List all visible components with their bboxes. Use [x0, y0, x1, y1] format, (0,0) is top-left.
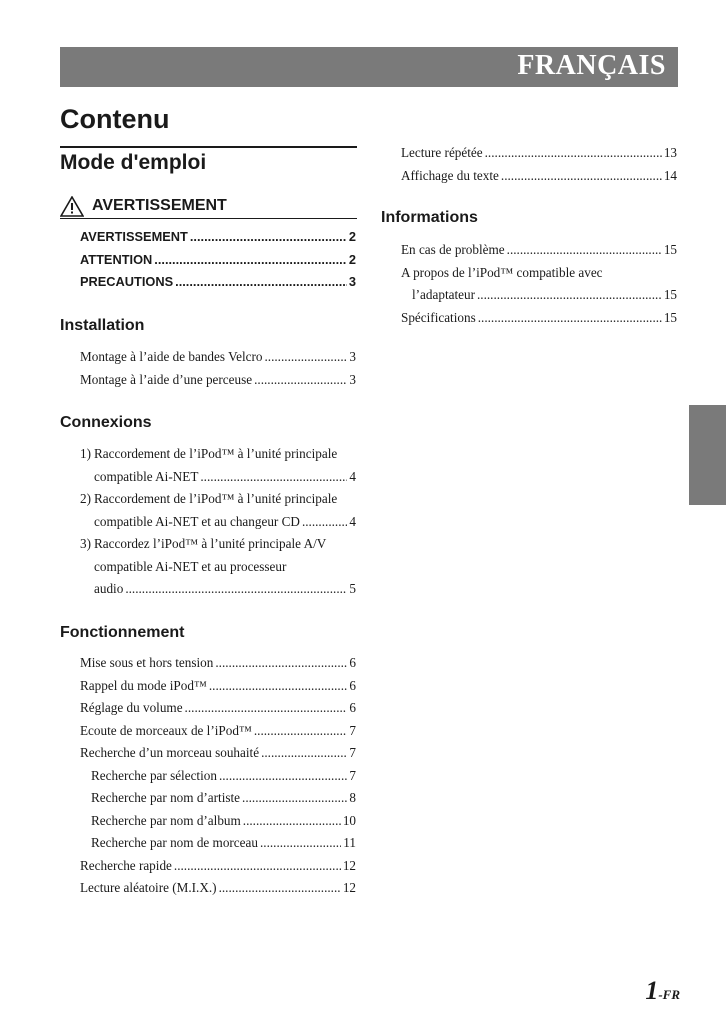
toc-label: Mise sous et hors tension: [80, 655, 214, 670]
informations-list: [401, 239, 677, 329]
leader-dots: [185, 697, 348, 720]
toc-page: 2: [348, 229, 356, 244]
toc-label: audio: [94, 581, 124, 596]
toc-entry[interactable]: [401, 284, 677, 307]
toc-entry[interactable]: [401, 262, 677, 285]
toc-page: 3: [349, 371, 356, 387]
leader-dots: [200, 466, 347, 489]
warning-heading: [60, 195, 227, 217]
toc-page: 15: [663, 242, 677, 257]
toc-label: Recherche par nom de morceau: [91, 835, 258, 850]
warning-heading-label: AVERTISSEMENT: [92, 197, 227, 214]
leader-dots: [485, 142, 662, 165]
toc-label: Affichage du texte: [401, 167, 499, 183]
toc-entry[interactable]: [80, 511, 356, 534]
subtitle-rule: [60, 146, 357, 148]
toc-page: 15: [663, 287, 677, 302]
toc-page: 5: [349, 581, 356, 596]
leader-dots: [242, 787, 347, 810]
toc-label: ATTENTION: [80, 251, 153, 267]
fonctionnement-list: [80, 652, 356, 900]
toc-page: 14: [663, 167, 677, 183]
toc-page: 13: [663, 145, 677, 160]
toc-entry[interactable]: [80, 488, 356, 511]
leader-dots: [478, 307, 662, 330]
leader-dots: [260, 832, 341, 855]
toc-entry[interactable]: [80, 578, 356, 601]
toc-label: l’adaptateur: [412, 287, 475, 302]
toc-label: Lecture répétée: [401, 145, 483, 160]
toc-label: Recherche d’un morceau souhaité: [80, 745, 260, 760]
toc-entry[interactable]: [80, 810, 356, 833]
toc-entry[interactable]: [401, 307, 677, 330]
toc-number: 1): [80, 446, 91, 461]
page-title: Contenu: [60, 104, 170, 134]
toc-entry[interactable]: [80, 652, 356, 675]
section-heading-informations: Informations: [381, 209, 478, 226]
leader-dots: [261, 742, 347, 765]
toc-page: 6: [349, 655, 356, 670]
toc-label: A propos de l’iPod™ compatible avec: [401, 264, 603, 280]
leader-dots: [477, 284, 662, 307]
toc-label: Ecoute de morceaux de l’iPod™: [80, 722, 252, 738]
toc-entry[interactable]: [80, 249, 356, 272]
toc-entry[interactable]: [80, 443, 356, 466]
language-banner: [60, 47, 678, 87]
toc-label: Recherche par nom d’artiste: [91, 790, 241, 805]
toc-entry[interactable]: [80, 556, 356, 579]
toc-page: 12: [342, 880, 356, 895]
leader-dots: [254, 720, 348, 743]
toc-label: compatible Ai-NET et au changeur CD: [94, 513, 300, 529]
toc-page: 11: [343, 835, 356, 850]
side-tab: [689, 405, 726, 505]
toc-page: 2: [348, 251, 356, 267]
toc-label: Raccordement de l’iPod™ à l’unité principale: [94, 446, 338, 461]
toc-label: Recherche par sélection: [91, 767, 217, 783]
toc-page: 4: [349, 513, 356, 529]
toc-entry[interactable]: [80, 720, 356, 743]
leader-dots: [507, 239, 662, 262]
warning-triangle-icon: [60, 196, 84, 217]
toc-page: 3: [349, 349, 356, 364]
toc-label: Lecture aléatoire (M.I.X.): [80, 880, 217, 895]
connexions-list: [80, 443, 356, 601]
section-heading-connexions: Connexions: [60, 414, 152, 431]
toc-entry[interactable]: [80, 369, 356, 392]
toc-label: Raccordez l’iPod™ à l’unité principale A/V: [94, 536, 327, 551]
toc-entry[interactable]: [80, 742, 356, 765]
toc-page: 12: [342, 857, 356, 873]
language-label: FRANÇAIS: [517, 50, 666, 81]
leader-dots: [501, 165, 662, 188]
toc-label: PRECAUTIONS: [80, 274, 174, 289]
leader-dots: [175, 271, 347, 294]
toc-label: Rappel du mode iPod™: [80, 677, 207, 693]
toc-label: compatible Ai-NET et au processeur: [94, 558, 287, 574]
toc-page: 8: [349, 790, 356, 805]
leader-dots: [302, 511, 347, 534]
toc-page: 3: [348, 274, 356, 289]
leader-dots: [254, 369, 347, 392]
toc-entry[interactable]: [80, 226, 356, 249]
toc-label: Réglage du volume: [80, 700, 183, 715]
toc-entry[interactable]: [80, 466, 356, 489]
warning-list: [80, 226, 356, 294]
leader-dots: [174, 855, 341, 878]
section-heading-fonctionnement: Fonctionnement: [60, 624, 185, 641]
section-heading-installation: Installation: [60, 317, 145, 334]
toc-page: 7: [349, 722, 356, 738]
page-subtitle: Mode d'emploi: [60, 151, 207, 174]
installation-list: [80, 346, 356, 391]
page-number-value: 1: [645, 976, 659, 1005]
leader-dots: [219, 765, 347, 788]
leader-dots: [125, 578, 347, 601]
toc-label: Recherche par nom d’album: [91, 812, 241, 828]
toc-page: 6: [349, 700, 356, 715]
toc-label: Montage à l’aide de bandes Velcro: [80, 349, 263, 364]
toc-entry[interactable]: [80, 697, 356, 720]
toc-number: 2): [80, 491, 91, 506]
toc-page: 6: [349, 677, 356, 693]
leader-dots: [190, 226, 347, 249]
toc-entry[interactable]: [80, 533, 356, 556]
toc-page: 10: [342, 812, 356, 828]
toc-label: Recherche rapide: [80, 857, 172, 873]
toc-label: En cas de problème: [401, 242, 505, 257]
page-number: [645, 976, 680, 1006]
toc-entry[interactable]: [401, 165, 677, 188]
toc-page: 7: [349, 767, 356, 783]
toc-label: Raccordement de l’iPod™ à l’unité principale: [94, 491, 338, 506]
leader-dots: [264, 346, 347, 369]
toc-entry[interactable]: [80, 271, 356, 294]
right-top-list: [401, 142, 677, 187]
toc-entry[interactable]: [80, 787, 356, 810]
toc-label: Spécifications: [401, 309, 476, 325]
toc-entry[interactable]: [80, 346, 356, 369]
toc-page: 4: [349, 468, 356, 484]
page-number-suffix: -FR: [658, 987, 680, 1002]
toc-label: compatible Ai-NET: [94, 468, 199, 484]
warning-rule: [60, 218, 357, 219]
toc-entry[interactable]: [80, 855, 356, 878]
toc-entry[interactable]: [401, 239, 677, 262]
leader-dots: [154, 249, 347, 272]
leader-dots: [243, 810, 341, 833]
toc-entry[interactable]: [80, 832, 356, 855]
toc-page: 7: [349, 745, 356, 760]
toc-entry[interactable]: [401, 142, 677, 165]
leader-dots: [219, 877, 341, 900]
toc-entry[interactable]: [80, 765, 356, 788]
toc-page: 15: [663, 309, 677, 325]
toc-entry[interactable]: [80, 675, 356, 698]
toc-label: AVERTISSEMENT: [80, 229, 188, 244]
leader-dots: [209, 675, 348, 698]
toc-number: 3): [80, 536, 91, 551]
toc-entry[interactable]: [80, 877, 356, 900]
toc-label: Montage à l’aide d’une perceuse: [80, 371, 253, 387]
leader-dots: [215, 652, 347, 675]
